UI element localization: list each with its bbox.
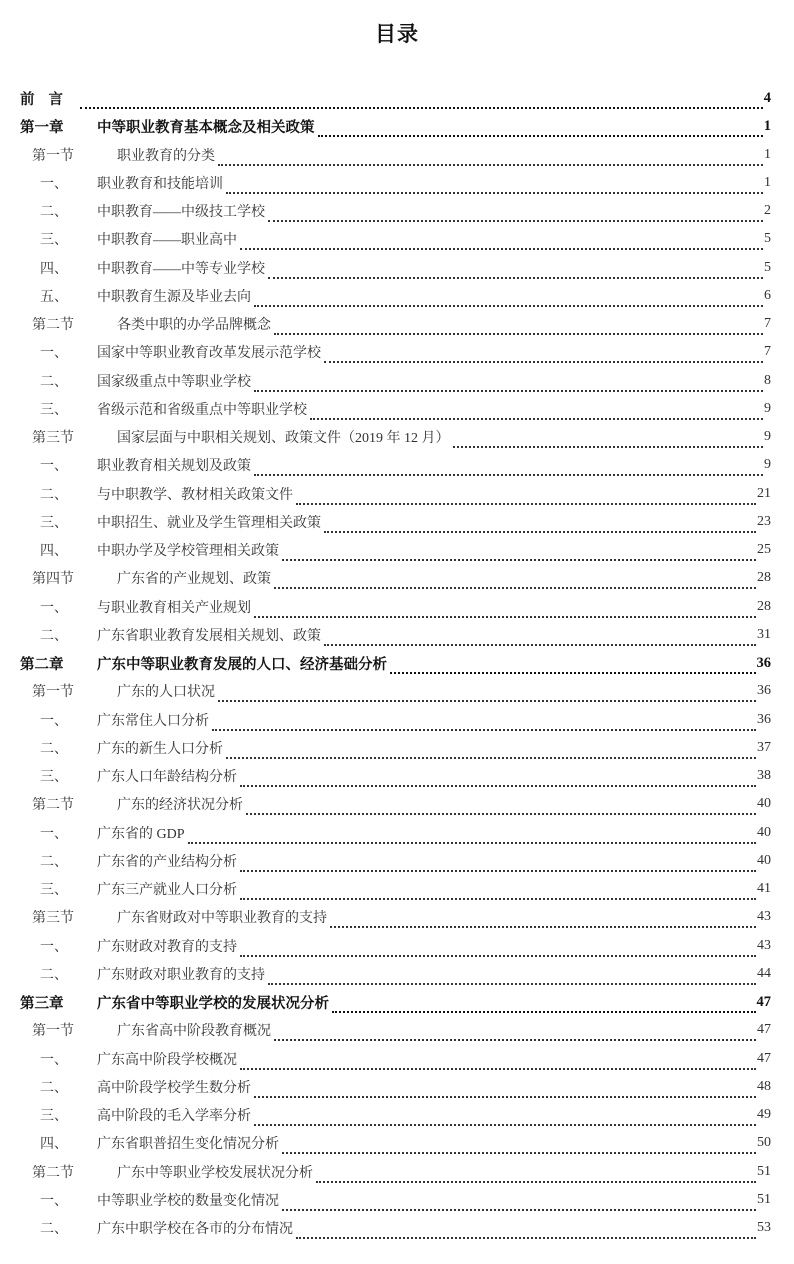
toc-entry-page-number: 28 xyxy=(757,570,771,586)
toc-entry-title: 广东高中阶段学校概况 xyxy=(97,1052,237,1068)
toc-entry-page-number: 53 xyxy=(757,1220,771,1236)
toc-entry-title: 中职教育——职业高中 xyxy=(97,233,237,249)
dot-leader xyxy=(453,432,764,448)
toc-entry-number: 三、 xyxy=(40,233,68,249)
toc-entry-page-number: 8 xyxy=(764,372,771,388)
toc-entry-title: 广东的经济状况分析 xyxy=(117,798,243,814)
toc-entry-number: 前言 xyxy=(20,91,77,108)
toc-entry-subsection[interactable] xyxy=(0,1186,794,1214)
toc-entry-subsection[interactable] xyxy=(0,282,794,310)
toc-entry-page-number: 38 xyxy=(757,768,771,784)
dot-leader xyxy=(310,404,763,420)
toc-entry-number: 第三节 xyxy=(32,431,74,447)
toc-entry-page-number: 9 xyxy=(764,457,771,473)
toc-entry-title: 广东省职普招生变化情况分析 xyxy=(97,1137,279,1153)
toc-entry-number: 四、 xyxy=(40,1137,68,1153)
toc-entry-number: 三、 xyxy=(40,515,68,531)
toc-entry-title: 广东财政对职业教育的支持 xyxy=(97,967,265,983)
toc-entry-page-number: 23 xyxy=(757,513,771,529)
toc-entry-page-number: 25 xyxy=(757,542,771,558)
toc-entry-page-number: 41 xyxy=(757,881,771,897)
toc-entry-page-number: 6 xyxy=(764,287,771,303)
toc-entry-page-number: 48 xyxy=(757,1078,771,1094)
dot-leader xyxy=(254,602,756,618)
dot-leader xyxy=(324,347,763,363)
toc-entry-page-number: 40 xyxy=(757,824,771,840)
toc-entry-subsection[interactable] xyxy=(0,1101,794,1129)
toc-entry-page-number: 50 xyxy=(757,1135,771,1151)
toc-entry-subsection[interactable] xyxy=(0,734,794,762)
toc-entry-page-number: 37 xyxy=(757,739,771,755)
toc-entry-title: 国家层面与中职相关规划、政策文件（2019 年 12 月） xyxy=(117,431,450,447)
toc-entry-title: 广东省财政对中等职业教育的支持 xyxy=(117,911,327,927)
toc-entry-title: 广东财政对教育的支持 xyxy=(97,939,237,955)
dot-leader xyxy=(212,715,756,731)
dot-leader xyxy=(218,686,756,702)
toc-entry-page-number: 40 xyxy=(757,796,771,812)
dot-leader xyxy=(226,178,763,194)
toc-entry-section[interactable] xyxy=(0,1158,794,1186)
toc-entry-subsection[interactable] xyxy=(0,508,794,536)
toc-entry-page-number: 36 xyxy=(757,711,771,727)
toc-entry-page-number: 2 xyxy=(764,203,771,219)
toc-entry-number: 第一节 xyxy=(32,685,74,701)
dot-leader xyxy=(274,1025,756,1041)
toc-entry-chapter[interactable] xyxy=(0,112,794,140)
toc-entry-title: 与中职教学、教材相关政策文件 xyxy=(97,487,293,503)
toc-entry-subsection[interactable] xyxy=(0,338,794,366)
toc-entry-title: 广东的新生人口分析 xyxy=(97,741,223,757)
toc-entry-number: 二、 xyxy=(40,628,68,644)
toc-entry-title: 中职招生、就业及学生管理相关政策 xyxy=(97,515,321,531)
toc-entry-page-number: 51 xyxy=(757,1163,771,1179)
toc-entry-number: 第四节 xyxy=(32,572,74,588)
toc-entry-page-number: 5 xyxy=(764,231,771,247)
toc-entry-page-number: 49 xyxy=(757,1107,771,1123)
toc-entry-title: 省级示范和省级重点中等职业学校 xyxy=(97,402,307,418)
toc-entry-title: 职业教育相关规划及政策 xyxy=(97,459,251,475)
toc-entry-number: 二、 xyxy=(40,1080,68,1096)
toc-entry-subsection[interactable] xyxy=(0,1073,794,1101)
toc-entry-number: 一、 xyxy=(40,176,68,192)
toc-entry-page-number: 47 xyxy=(757,1022,771,1038)
dot-leader xyxy=(226,743,756,759)
toc-entry-number: 一、 xyxy=(40,600,68,616)
toc-entry-number: 第二节 xyxy=(32,1165,74,1181)
toc-entry-page-number: 44 xyxy=(757,965,771,981)
dot-leader xyxy=(390,658,756,674)
toc-entry-number: 二、 xyxy=(40,741,68,757)
toc-entry-page-number: 1 xyxy=(764,146,771,162)
toc-entry-title: 高中阶段学校学生数分析 xyxy=(97,1080,251,1096)
dot-leader xyxy=(318,121,763,137)
toc-entry-page-number: 7 xyxy=(764,316,771,332)
toc-entry-subsection[interactable] xyxy=(0,706,794,734)
toc-entry-subsection[interactable] xyxy=(0,225,794,253)
toc-entry-title: 职业教育的分类 xyxy=(117,148,215,164)
toc-entry-title: 广东人口年龄结构分析 xyxy=(97,770,237,786)
toc-entry-number: 第三节 xyxy=(32,911,74,927)
toc-entry-section[interactable] xyxy=(0,903,794,931)
toc-entry-number: 三、 xyxy=(40,1109,68,1125)
toc-entry-number: 第一章 xyxy=(20,119,64,136)
toc-entry-subsection[interactable] xyxy=(0,932,794,960)
dot-leader xyxy=(296,1223,756,1239)
toc-entry-page-number: 47 xyxy=(757,1050,771,1066)
toc-entry-subsection[interactable] xyxy=(0,254,794,282)
toc-entry-title: 中等职业学校的数量变化情况 xyxy=(97,1193,279,1209)
toc-entry-number: 四、 xyxy=(40,544,68,560)
dot-leader xyxy=(246,799,756,815)
dot-leader xyxy=(188,828,756,844)
dot-leader xyxy=(282,1138,756,1154)
toc-entry-page-number: 7 xyxy=(764,344,771,360)
toc-entry-number: 四、 xyxy=(40,261,68,277)
toc-entry-subsection[interactable] xyxy=(0,395,794,423)
toc-entry-number: 二、 xyxy=(40,1222,68,1238)
toc-entry-number: 一、 xyxy=(40,1052,68,1068)
dot-leader xyxy=(240,856,756,872)
toc-entry-subsection[interactable] xyxy=(0,536,794,564)
dot-leader xyxy=(254,291,763,307)
toc-entry-subsection[interactable] xyxy=(0,197,794,225)
toc-entry-number: 一、 xyxy=(40,826,68,842)
toc-entry-title: 职业教育和技能培训 xyxy=(97,176,223,192)
toc-entry-number: 第一节 xyxy=(32,148,74,164)
toc-entry-title: 中等职业教育基本概念及相关政策 xyxy=(97,119,315,136)
dot-leader xyxy=(324,517,756,533)
toc-entry-page-number: 47 xyxy=(756,993,771,1010)
toc-entry-number: 二、 xyxy=(40,374,68,390)
toc-entry-section[interactable] xyxy=(0,141,794,169)
toc-entry-subsection[interactable] xyxy=(0,621,794,649)
toc-entry-title: 广东省的 GDP xyxy=(97,826,185,842)
toc-entry-page-number: 36 xyxy=(757,683,771,699)
toc-entry-page-number: 51 xyxy=(757,1191,771,1207)
dot-leader xyxy=(296,489,756,505)
table-of-contents xyxy=(0,84,794,1242)
toc-entry-number: 一、 xyxy=(40,346,68,362)
toc-entry-page-number: 21 xyxy=(757,485,771,501)
toc-entry-title: 广东中职学校在各市的分布情况 xyxy=(97,1222,293,1238)
toc-entry-chapter[interactable] xyxy=(0,649,794,677)
dot-leader xyxy=(330,912,756,928)
toc-entry-page-number: 40 xyxy=(757,852,771,868)
toc-entry-subsection[interactable] xyxy=(0,367,794,395)
toc-entry-subsection[interactable] xyxy=(0,1214,794,1242)
toc-entry-page-number: 31 xyxy=(757,626,771,642)
dot-leader xyxy=(332,997,756,1013)
toc-entry-chapter[interactable] xyxy=(0,988,794,1016)
toc-entry-subsection[interactable] xyxy=(0,762,794,790)
toc-entry-title: 广东的人口状况 xyxy=(117,685,215,701)
toc-entry-number: 一、 xyxy=(40,459,68,475)
dot-leader xyxy=(316,1167,756,1183)
toc-entry-subsection[interactable] xyxy=(0,847,794,875)
dot-leader xyxy=(274,319,763,335)
toc-entry-number: 二、 xyxy=(40,854,68,870)
toc-entry-number: 三、 xyxy=(40,883,68,899)
toc-entry-title: 中职教育——中级技工学校 xyxy=(97,205,265,221)
toc-entry-number: 二、 xyxy=(40,967,68,983)
dot-leader xyxy=(240,234,763,250)
toc-entry-title: 中职办学及学校管理相关政策 xyxy=(97,544,279,560)
dot-leader xyxy=(268,969,756,985)
toc-entry-title: 高中阶段的毛入学率分析 xyxy=(97,1109,251,1125)
toc-entry-section[interactable] xyxy=(0,423,794,451)
dot-leader xyxy=(254,1110,756,1126)
toc-entry-subsection[interactable] xyxy=(0,960,794,988)
dot-leader xyxy=(254,376,763,392)
toc-entry-title: 广东常住人口分析 xyxy=(97,713,209,729)
toc-entry-title: 中职教育生源及毕业去向 xyxy=(97,289,251,305)
toc-entry-title: 广东省的产业规划、政策 xyxy=(117,572,271,588)
toc-entry-number: 三、 xyxy=(40,402,68,418)
dot-leader xyxy=(254,1082,756,1098)
toc-entry-title: 国家中等职业教育改革发展示范学校 xyxy=(97,346,321,362)
toc-entry-section[interactable] xyxy=(0,677,794,705)
toc-entry-subsection[interactable] xyxy=(0,1045,794,1073)
toc-entry-section[interactable] xyxy=(0,310,794,338)
dot-leader xyxy=(254,460,763,476)
toc-entry-number: 二、 xyxy=(40,205,68,221)
toc-entry-preface[interactable] xyxy=(0,84,794,112)
toc-entry-title: 广东省职业教育发展相关规划、政策 xyxy=(97,628,321,644)
toc-entry-number: 五、 xyxy=(40,289,68,305)
dot-leader xyxy=(240,771,756,787)
dot-leader xyxy=(282,1195,756,1211)
toc-entry-subsection[interactable] xyxy=(0,451,794,479)
toc-entry-page-number: 9 xyxy=(764,429,771,445)
toc-entry-page-number: 43 xyxy=(757,909,771,925)
toc-entry-page-number: 1 xyxy=(764,174,771,190)
toc-entry-section[interactable] xyxy=(0,564,794,592)
toc-entry-page-number: 43 xyxy=(757,937,771,953)
toc-entry-number: 第二节 xyxy=(32,798,74,814)
dot-leader xyxy=(268,206,763,222)
toc-entry-number: 第二节 xyxy=(32,318,74,334)
toc-entry-subsection[interactable] xyxy=(0,875,794,903)
toc-entry-section[interactable] xyxy=(0,790,794,818)
toc-entry-number: 第一节 xyxy=(32,1024,74,1040)
page-title: 目录 xyxy=(375,22,419,46)
toc-entry-page-number: 28 xyxy=(757,598,771,614)
toc-entry-title: 广东省的产业结构分析 xyxy=(97,854,237,870)
dot-leader xyxy=(324,630,756,646)
toc-entry-title: 广东中等职业教育发展的人口、经济基础分析 xyxy=(97,656,387,673)
toc-entry-number: 第二章 xyxy=(20,656,64,673)
toc-entry-number: 一、 xyxy=(40,939,68,955)
toc-entry-title: 各类中职的办学品牌概念 xyxy=(117,318,271,334)
toc-entry-subsection[interactable] xyxy=(0,1129,794,1157)
toc-entry-title: 广东省高中阶段教育概况 xyxy=(117,1024,271,1040)
dot-leader xyxy=(240,1054,756,1070)
toc-entry-section[interactable] xyxy=(0,1016,794,1044)
dot-leader xyxy=(80,93,763,109)
dot-leader xyxy=(282,545,756,561)
toc-entry-page-number: 36 xyxy=(756,654,771,671)
dot-leader xyxy=(268,263,763,279)
toc-entry-number: 一、 xyxy=(40,1193,68,1209)
toc-entry-number: 第三章 xyxy=(20,995,64,1012)
toc-entry-title: 广东中等职业学校发展状况分析 xyxy=(117,1165,313,1181)
toc-entry-title: 国家级重点中等职业学校 xyxy=(97,374,251,390)
dot-leader xyxy=(218,150,763,166)
dot-leader xyxy=(240,884,756,900)
toc-entry-title: 中职教育——中等专业学校 xyxy=(97,261,265,277)
toc-entry-page-number: 9 xyxy=(764,400,771,416)
toc-entry-number: 二、 xyxy=(40,487,68,503)
dot-leader xyxy=(274,573,756,589)
toc-entry-number: 一、 xyxy=(40,713,68,729)
dot-leader xyxy=(240,941,756,957)
toc-entry-title: 广东三产就业人口分析 xyxy=(97,883,237,899)
toc-entry-subsection[interactable] xyxy=(0,480,794,508)
toc-entry-subsection[interactable] xyxy=(0,819,794,847)
toc-entry-subsection[interactable] xyxy=(0,169,794,197)
toc-entry-page-number: 5 xyxy=(764,259,771,275)
toc-entry-subsection[interactable] xyxy=(0,593,794,621)
toc-entry-number: 三、 xyxy=(40,770,68,786)
toc-entry-page-number: 1 xyxy=(763,117,771,134)
toc-entry-title: 与职业教育相关产业规划 xyxy=(97,600,251,616)
toc-entry-page-number: 4 xyxy=(763,89,771,106)
toc-entry-title: 广东省中等职业学校的发展状况分析 xyxy=(97,995,329,1012)
